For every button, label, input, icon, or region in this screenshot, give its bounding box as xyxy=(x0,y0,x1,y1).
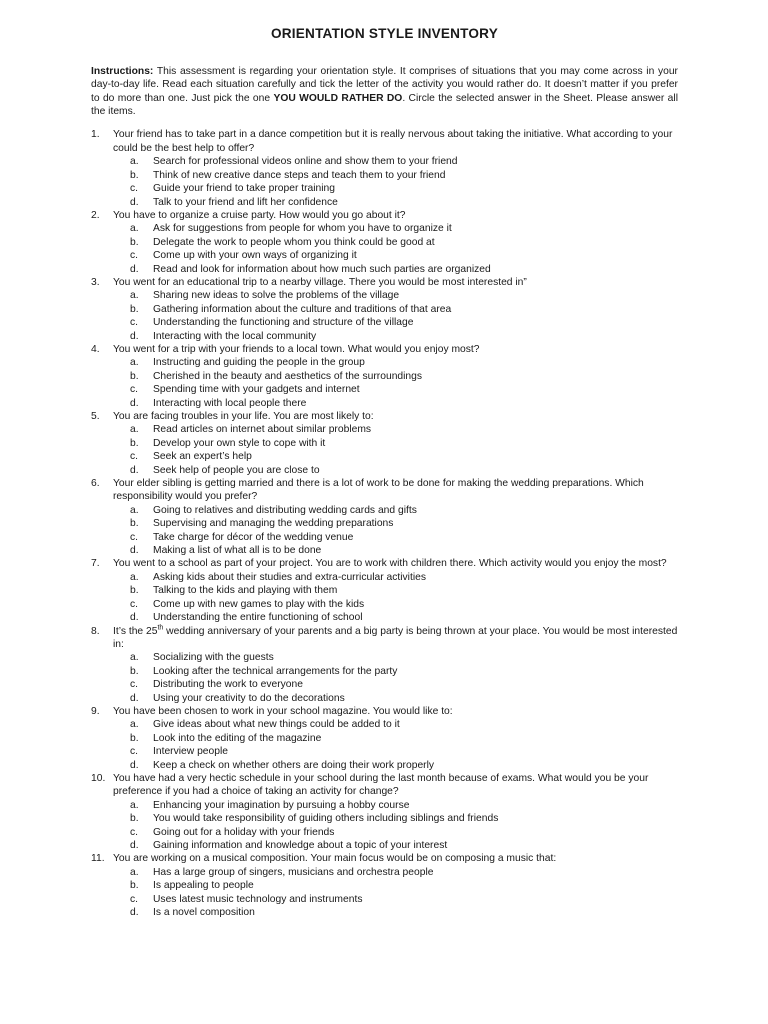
answer-option[interactable] xyxy=(113,182,678,195)
answer-option[interactable] xyxy=(113,249,678,262)
option-letter[interactable]: d. xyxy=(130,840,139,852)
option-letter[interactable]: d. xyxy=(130,263,139,275)
answer-option[interactable] xyxy=(113,397,678,410)
option-list xyxy=(113,155,678,209)
option-text: Understanding the functioning and structure of the village xyxy=(153,317,414,329)
answer-option[interactable] xyxy=(113,464,678,477)
answer-option[interactable] xyxy=(113,437,678,450)
option-letter[interactable]: b. xyxy=(130,437,139,449)
option-text: Read articles on internet about similar problems xyxy=(153,424,372,436)
instructions-paragraph xyxy=(91,65,678,118)
answer-option[interactable] xyxy=(113,383,678,396)
answer-option[interactable] xyxy=(113,169,678,182)
question-item xyxy=(91,276,678,343)
question-number: 5. xyxy=(91,411,100,423)
option-text: Sharing new ideas to solve the problems of the village xyxy=(153,290,400,302)
answer-option[interactable] xyxy=(113,879,678,892)
instructions-text: This assessment is regarding your orientation style. It comprises of situations that you may come across in your day-to-day life. Read each situation carefully and tick the letter of the activity you would rather do. It doesn’t matter if you prefer to do more than one. Just pick the one xyxy=(91,66,678,104)
option-text: Is a novel composition xyxy=(153,907,255,919)
answer-option[interactable] xyxy=(113,906,678,919)
option-list xyxy=(113,222,678,276)
option-letter[interactable]: a. xyxy=(130,357,139,369)
option-text: Asking kids about their studies and extra-curricular activities xyxy=(153,571,426,583)
question-item xyxy=(91,477,678,557)
question-number: 7. xyxy=(91,558,100,570)
answer-option[interactable] xyxy=(113,571,678,584)
instructions-emphasis: YOU WOULD RATHER DO xyxy=(273,92,403,104)
question-number: 2. xyxy=(91,209,100,221)
answer-option[interactable] xyxy=(113,732,678,745)
answer-option[interactable] xyxy=(113,450,678,463)
option-text: Keep a check on whether others are doing their work properly xyxy=(153,759,435,771)
answer-option[interactable] xyxy=(113,759,678,772)
option-text: Is appealing to people xyxy=(153,880,254,892)
question-item xyxy=(91,852,678,919)
answer-option[interactable] xyxy=(113,196,678,209)
answer-option[interactable] xyxy=(113,651,678,664)
option-text: Come up with your own ways of organizing it xyxy=(153,250,357,262)
option-text: Think of new creative dance steps and teach them to your friend xyxy=(153,169,446,181)
option-letter[interactable]: b. xyxy=(130,169,139,181)
answer-option[interactable] xyxy=(113,504,678,517)
question-number: 6. xyxy=(91,478,100,490)
option-letter[interactable]: c. xyxy=(130,451,139,463)
option-list xyxy=(113,571,678,625)
option-letter[interactable]: d. xyxy=(130,907,139,919)
option-text: Going to relatives and distributing wedding cards and gifts xyxy=(153,504,417,516)
option-text: Guide your friend to take proper training xyxy=(153,183,336,195)
option-text: Interview people xyxy=(153,746,228,758)
question-item xyxy=(91,410,678,477)
question-text: You are facing troubles in your life. You are most likely to: xyxy=(113,411,374,423)
option-letter[interactable]: d. xyxy=(130,330,139,342)
option-letter[interactable]: c. xyxy=(130,826,139,838)
option-text: Looking after the technical arrangements for the party xyxy=(153,665,398,677)
option-letter[interactable]: d. xyxy=(130,612,139,624)
option-text: Making a list of what all is to be done xyxy=(153,545,322,557)
option-letter[interactable]: a. xyxy=(130,571,139,583)
answer-option[interactable] xyxy=(113,517,678,530)
question-number: 1. xyxy=(91,129,100,141)
option-letter[interactable]: c. xyxy=(130,317,139,329)
question-item xyxy=(91,772,678,852)
option-text: Talking to the kids and playing with them xyxy=(153,585,338,597)
option-letter[interactable]: a. xyxy=(130,866,139,878)
option-text: You would take responsibility of guiding others including siblings and friends xyxy=(153,813,499,825)
option-text: Uses latest music technology and instruments xyxy=(153,893,363,905)
answer-option[interactable] xyxy=(113,289,678,302)
option-text: Look into the editing of the magazine xyxy=(153,732,322,744)
option-text: Talk to your friend and lift her confidence xyxy=(153,196,338,208)
option-text: Develop your own style to cope with it xyxy=(153,437,326,449)
option-text: Interacting with local people there xyxy=(153,397,307,409)
option-letter[interactable]: c. xyxy=(130,384,139,396)
answer-option[interactable] xyxy=(113,263,678,276)
answer-option[interactable] xyxy=(113,611,678,624)
option-letter[interactable]: b. xyxy=(130,880,139,892)
option-list xyxy=(113,289,678,343)
option-letter[interactable]: b. xyxy=(130,813,139,825)
option-letter[interactable]: a. xyxy=(130,156,139,168)
answer-option[interactable] xyxy=(113,531,678,544)
option-list xyxy=(113,423,678,477)
question-text: You have been chosen to work in your school magazine. You would like to: xyxy=(113,705,453,717)
answer-option[interactable] xyxy=(113,155,678,168)
answer-option[interactable] xyxy=(113,745,678,758)
question-item xyxy=(91,343,678,410)
question-item xyxy=(91,625,678,705)
answer-option[interactable] xyxy=(113,303,678,316)
option-text: Delegate the work to people whom you think could be good at xyxy=(153,236,435,248)
option-text: Has a large group of singers, musicians and orchestra people xyxy=(153,866,434,878)
option-letter[interactable]: a. xyxy=(130,424,139,436)
answer-option[interactable] xyxy=(113,370,678,383)
option-text: Seek help of people you are close to xyxy=(153,464,320,476)
question-text xyxy=(113,625,678,652)
question-list xyxy=(91,128,678,919)
option-letter[interactable]: c. xyxy=(130,679,139,691)
answer-option[interactable] xyxy=(113,839,678,852)
option-text: Distributing the work to everyone xyxy=(153,679,303,691)
answer-option[interactable] xyxy=(113,692,678,705)
instructions-label: Instructions: xyxy=(91,66,154,77)
option-text: Understanding the entire functioning of school xyxy=(153,612,363,624)
question-text: You are working on a musical composition. Your main focus would be on composing a music that: xyxy=(113,853,557,865)
option-text: Seek an expert’s help xyxy=(153,451,252,463)
option-letter[interactable]: d. xyxy=(130,545,139,557)
option-letter[interactable]: b. xyxy=(130,236,139,248)
question-text-start: It’s the 25 xyxy=(113,625,158,637)
question-text: You went for a trip with your friends to a local town. What would you enjoy most? xyxy=(113,343,480,355)
answer-option[interactable] xyxy=(113,330,678,343)
option-letter[interactable]: a. xyxy=(130,799,139,811)
option-list xyxy=(113,799,678,853)
option-letter[interactable]: d. xyxy=(130,692,139,704)
question-text-end: wedding anniversary of your parents and a big party is being thrown at your place. You would be most interested in: xyxy=(113,625,678,650)
option-list xyxy=(113,651,678,705)
answer-option[interactable] xyxy=(113,718,678,731)
option-text: Interacting with the local community xyxy=(153,330,317,342)
option-letter[interactable]: d. xyxy=(130,759,139,771)
option-letter[interactable]: a. xyxy=(130,290,139,302)
option-text: Using your creativity to do the decorations xyxy=(153,692,345,704)
option-letter[interactable]: c. xyxy=(130,531,139,543)
question-text: You have to organize a cruise party. How would you go about it? xyxy=(113,209,406,221)
option-letter[interactable]: c. xyxy=(130,183,139,195)
question-number: 4. xyxy=(91,343,100,355)
question-item xyxy=(91,557,678,624)
question-text: Your elder sibling is getting married and there is a lot of work to be done for making the wedding preparations. Which responsibility would you prefer? xyxy=(113,478,644,503)
option-letter[interactable]: b. xyxy=(130,585,139,597)
question-number: 8. xyxy=(91,625,100,637)
option-list xyxy=(113,718,678,772)
option-letter[interactable]: a. xyxy=(130,223,139,235)
option-letter[interactable]: a. xyxy=(130,504,139,516)
option-text: Give ideas about what new things could be added to it xyxy=(153,719,400,731)
option-text: Supervising and managing the wedding preparations xyxy=(153,518,394,530)
option-letter[interactable]: b. xyxy=(130,303,139,315)
answer-option[interactable] xyxy=(113,544,678,557)
option-list xyxy=(113,866,678,920)
answer-option[interactable] xyxy=(113,893,678,906)
ordinal-suffix: th xyxy=(157,624,164,632)
question-number: 9. xyxy=(91,705,100,717)
question-text: Your friend has to take part in a dance competition but it is really nervous about taking the initiative. What according to your could be the best help to offer? xyxy=(113,129,673,154)
option-list xyxy=(113,356,678,410)
answer-option[interactable] xyxy=(113,799,678,812)
option-text: Ask for suggestions from people for whom you have to organize it xyxy=(153,223,452,235)
answer-option[interactable] xyxy=(113,598,678,611)
option-text: Come up with new games to play with the kids xyxy=(153,598,365,610)
question-number: 11. xyxy=(91,853,105,865)
answer-option[interactable] xyxy=(113,826,678,839)
option-text: Cherished in the beauty and aesthetics of the surroundings xyxy=(153,370,423,382)
answer-option[interactable] xyxy=(113,316,678,329)
question-item xyxy=(91,128,678,208)
option-text: Take charge for décor of the wedding venue xyxy=(153,531,354,543)
option-letter[interactable]: b. xyxy=(130,732,139,744)
option-letter[interactable]: d. xyxy=(130,464,139,476)
option-letter[interactable]: a. xyxy=(130,719,139,731)
option-letter[interactable]: b. xyxy=(130,518,139,530)
question-item xyxy=(91,705,678,772)
option-letter[interactable]: d. xyxy=(130,196,139,208)
option-text: Instructing and guiding the people in the group xyxy=(153,357,365,369)
answer-option[interactable] xyxy=(113,812,678,825)
option-list xyxy=(113,504,678,558)
option-letter[interactable]: b. xyxy=(130,370,139,382)
option-letter[interactable]: a. xyxy=(130,652,139,664)
answer-option[interactable] xyxy=(113,866,678,879)
option-text: Gathering information about the culture and traditions of that area xyxy=(153,303,452,315)
answer-option[interactable] xyxy=(113,665,678,678)
answer-option[interactable] xyxy=(113,423,678,436)
question-text: You went for an educational trip to a nearby village. There you would be most interested in” xyxy=(113,276,527,288)
question-number: 3. xyxy=(91,276,100,288)
answer-option[interactable] xyxy=(113,356,678,369)
question-text: You went to a school as part of your project. You are to work with children there. Which activity would you enjoy the most? xyxy=(113,558,667,570)
option-text: Going out for a holiday with your friends xyxy=(153,826,335,838)
option-text: Search for professional videos online and show them to your friend xyxy=(153,156,458,168)
option-letter[interactable]: c. xyxy=(130,893,139,905)
option-letter[interactable]: c. xyxy=(130,598,139,610)
option-letter[interactable]: c. xyxy=(130,250,139,262)
question-text: You have had a very hectic schedule in your school during the last month because of exams. What would you be your preference if you had a choice of taking an activity for change? xyxy=(113,772,649,798)
option-text: Enhancing your imagination by pursuing a hobby course xyxy=(153,799,410,811)
question-item xyxy=(91,209,678,276)
option-letter[interactable]: c. xyxy=(130,746,139,758)
answer-option[interactable] xyxy=(113,222,678,235)
option-letter[interactable]: b. xyxy=(130,665,139,677)
page-title: ORIENTATION STYLE INVENTORY xyxy=(271,26,498,41)
option-letter[interactable]: d. xyxy=(130,397,139,409)
answer-option[interactable] xyxy=(113,236,678,249)
option-text: Spending time with your gadgets and internet xyxy=(153,384,360,396)
answer-option[interactable] xyxy=(113,678,678,691)
option-text: Socializing with the guests xyxy=(153,652,274,664)
option-text: Read and look for information about how much such parties are organized xyxy=(153,263,491,275)
question-number: 10. xyxy=(91,772,106,784)
answer-option[interactable] xyxy=(113,584,678,597)
instructions-text-end: . Circle the selected answer in the Sheet. Please answer all the items. xyxy=(91,92,678,117)
option-text: Gaining information and knowledge about a topic of your interest xyxy=(153,840,448,852)
